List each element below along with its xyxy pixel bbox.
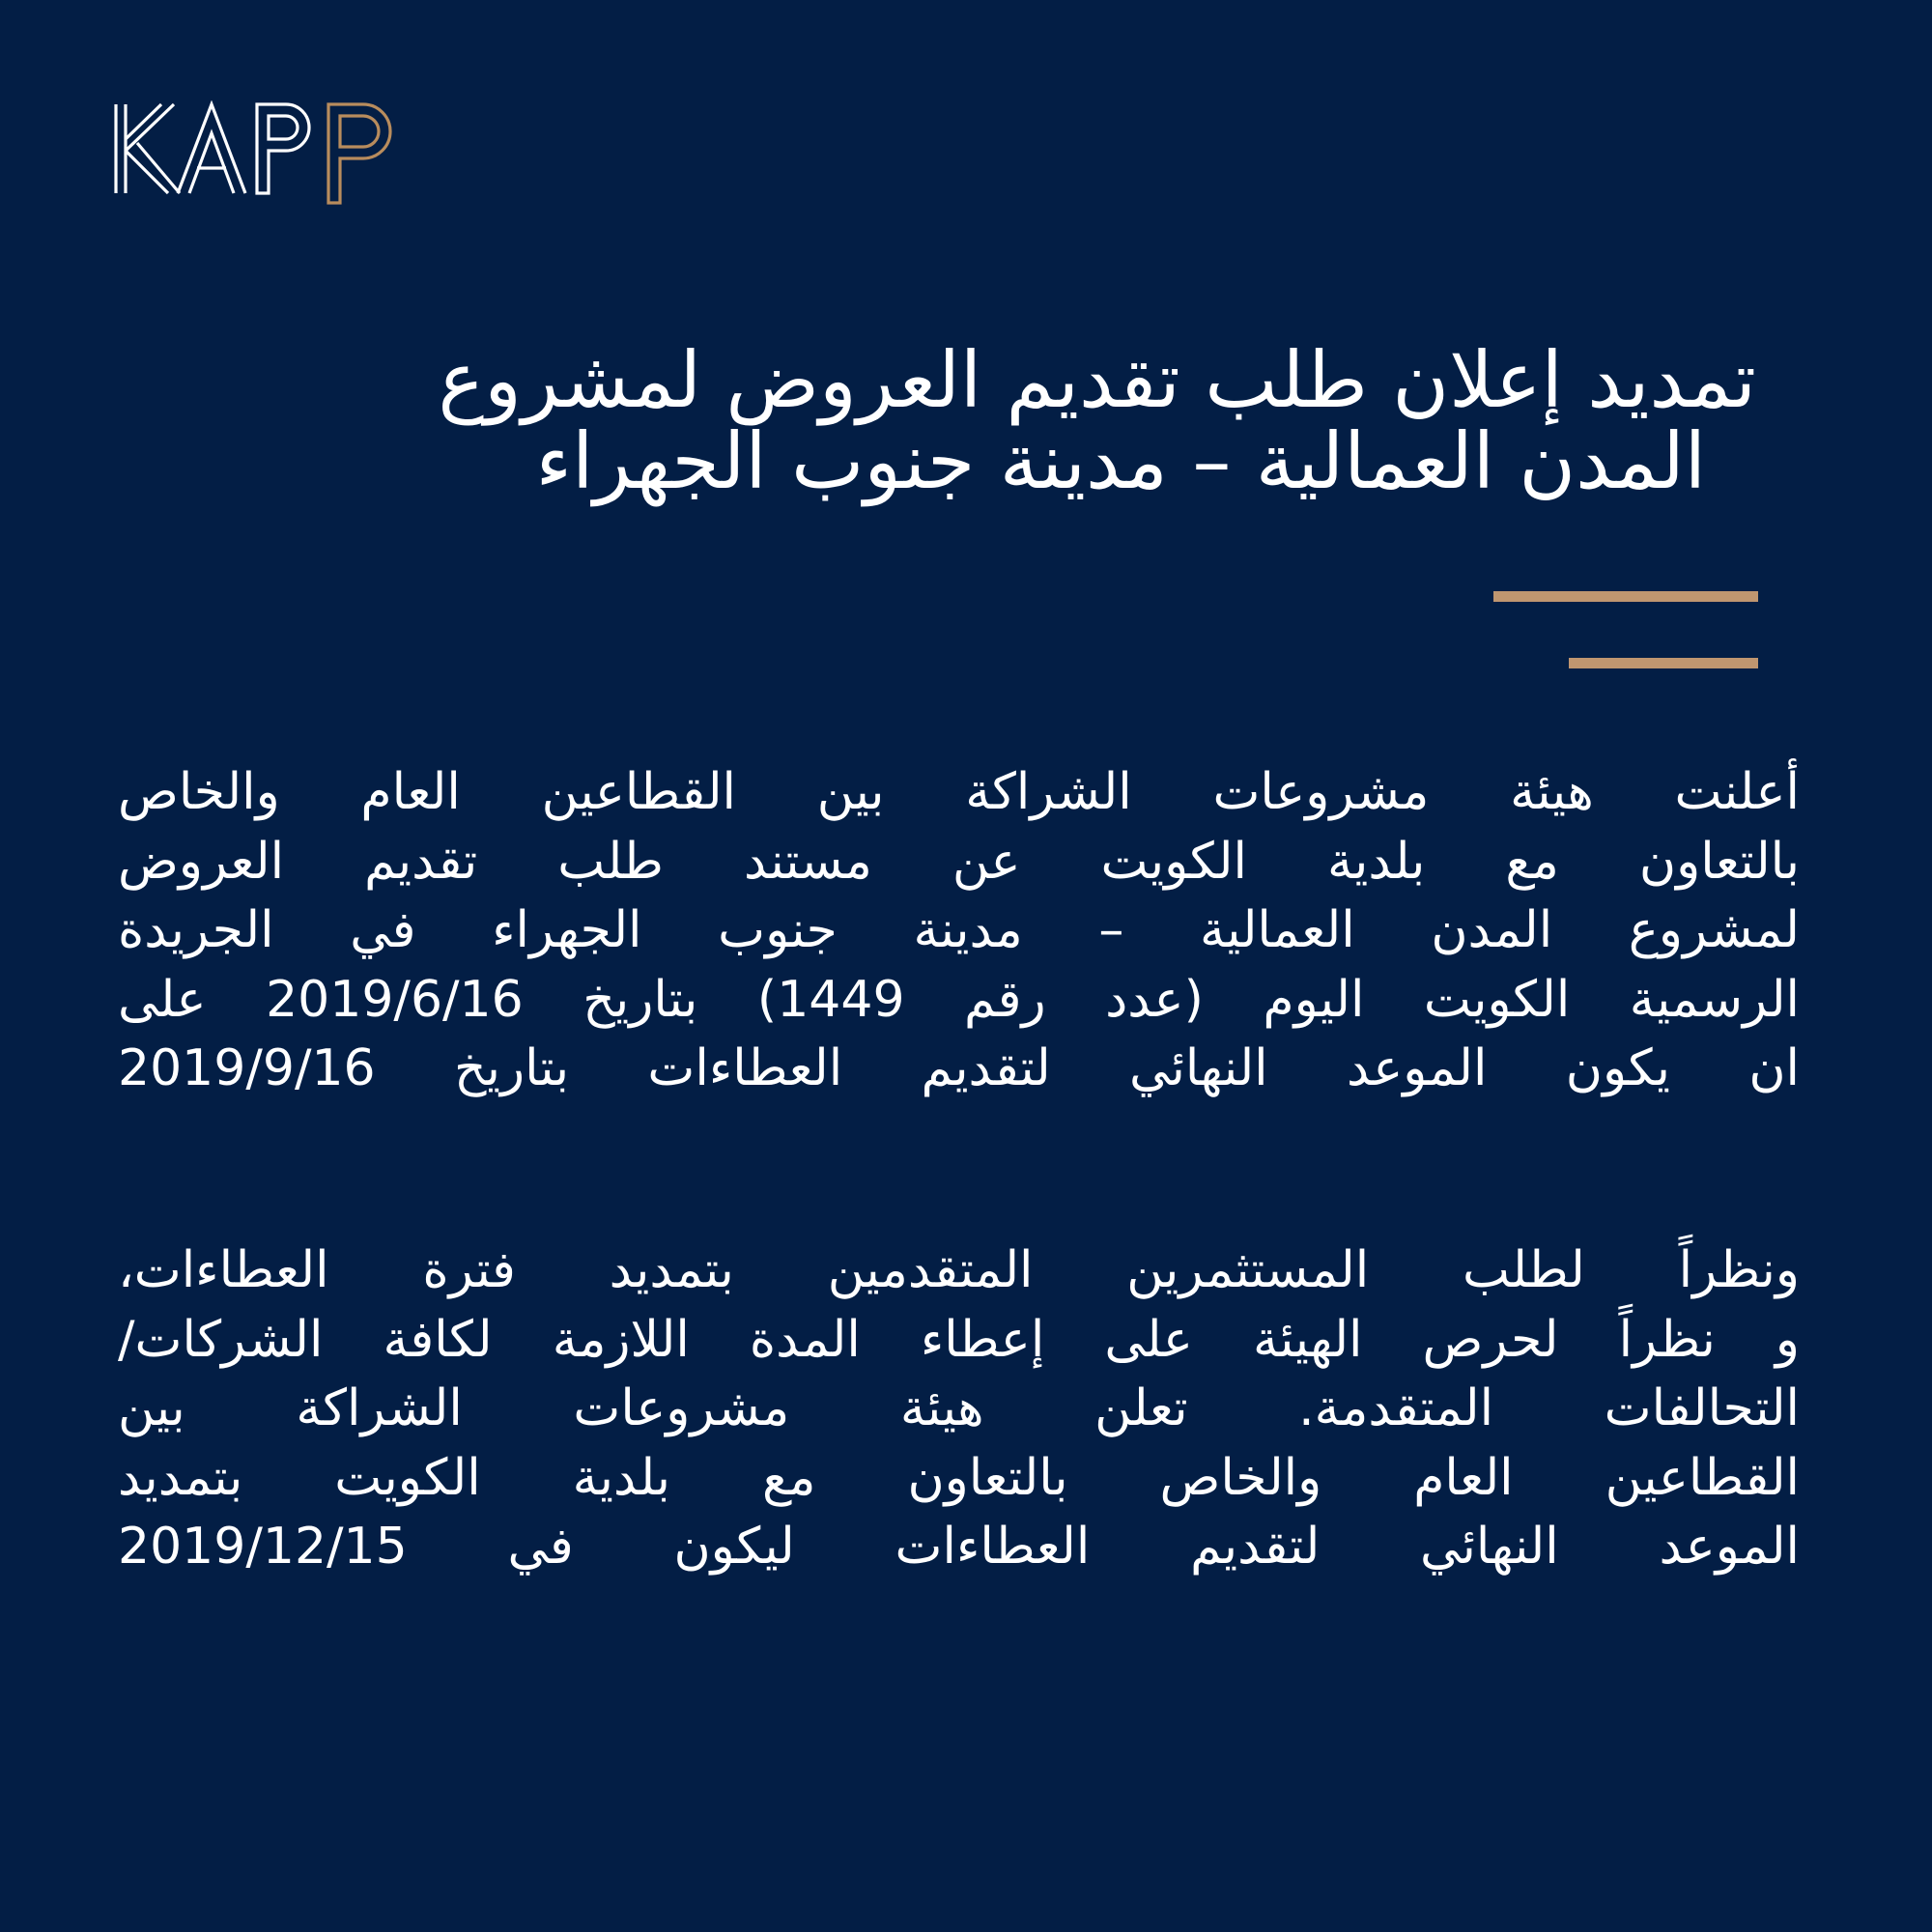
announcement-title [95, 335, 1756, 506]
announcement-paragraph-2 [118, 1236, 1800, 1582]
paragraph-2-line: ونظراً لطلب المستثمرين المتقدمين بتمديد فترة العطاءات، [118, 1241, 1800, 1299]
paragraph-1-line: بالتعاون مع بلدية الكويت عن مستند طلب تقديم العروض [118, 832, 1800, 891]
paragraph-2-line: الموعد النهائي لتقديم العطاءات ليكون في 2019/12/15 [118, 1518, 1800, 1576]
paragraph-1-line: الرسمية الكويت اليوم (عدد رقم 1449) بتاريخ 2019/6/16 على [118, 970, 1800, 1029]
paragraph-1-line: ان يكون الموعد النهائي لتقديم العطاءات بتاريخ 2019/9/16 [118, 1039, 1800, 1097]
kapp-logo [114, 100, 423, 207]
paragraph-1-line: لمشروع المدن العمالية – مدينة جنوب الجهراء في الجريدة [118, 901, 1800, 959]
paragraph-1-line: أعلنت هيئة مشروعات الشراكة بين القطاعين العام والخاص [118, 763, 1800, 821]
title-line-1: تمديد إعلان طلب تقديم العروض لمشروع [438, 335, 1756, 425]
accent-divider-short [1569, 658, 1758, 668]
paragraph-2-line: و نظراً لحرص الهيئة على إعطاء المدة اللازمة لكافة الشركات/ [118, 1310, 1800, 1369]
announcement-paragraph-1 [118, 758, 1800, 1104]
accent-divider-long [1493, 591, 1758, 602]
paragraph-2-line: القطاعين العام والخاص بالتعاون مع بلدية الكويت بتمديد [118, 1448, 1800, 1507]
paragraph-2-line: التحالفات المتقدمة. تعلن هيئة مشروعات الشراكة بين [118, 1379, 1800, 1437]
title-line-2: المدن العمالية – مدينة جنوب الجهراء [535, 416, 1706, 506]
kapp-logo-mark [114, 100, 423, 207]
